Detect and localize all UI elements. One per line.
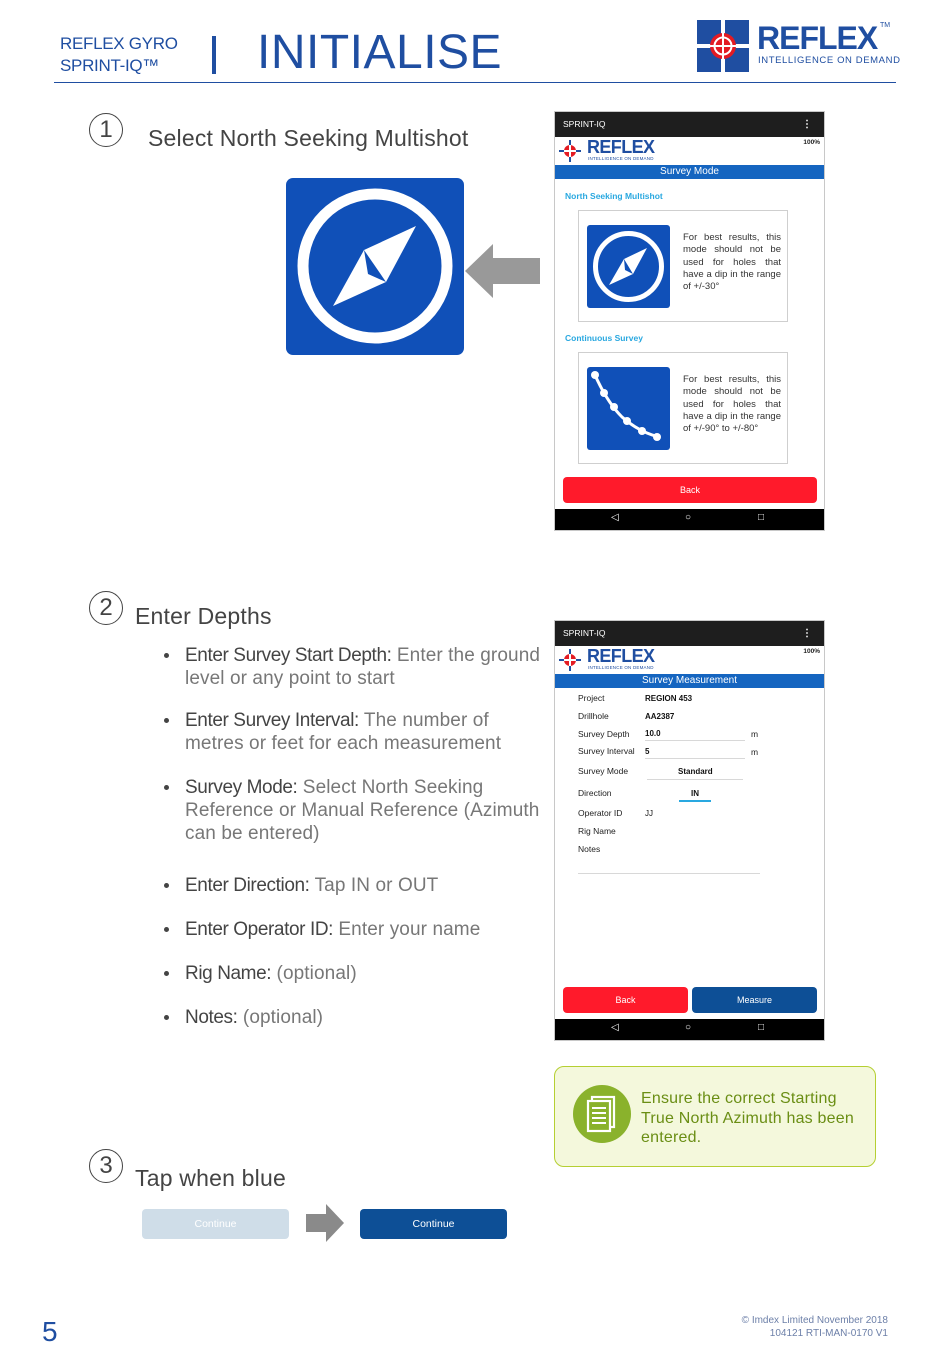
- product-name: [60, 33, 178, 77]
- direction-toggle[interactable]: IN: [691, 789, 699, 798]
- screen-header: Survey Mode: [555, 165, 824, 179]
- bullet-notes: Notes: (optional): [164, 1006, 549, 1029]
- app-logo-tagline: INTELLIGENCE ON DEMAND: [588, 665, 654, 670]
- status-app-name: SPRINT-IQ: [563, 119, 606, 129]
- project-value: REGION 453: [645, 694, 693, 703]
- reflex-logo-word: REFLEX: [757, 20, 878, 56]
- arrow-left-icon: [463, 242, 543, 300]
- step-1-title: Select North Seeking Multishot: [148, 125, 469, 151]
- bullet-survey-mode: Survey Mode: Select North Seeking Reference or Manual Reference (Azimuth can be entered): [164, 776, 549, 845]
- azimuth-note-text: Ensure the correct Starting True North Azimuth has been entered.: [641, 1090, 854, 1146]
- survey-interval-unit: m: [751, 747, 759, 757]
- status-bar: [555, 621, 824, 646]
- battery-level: 100%: [803, 139, 820, 146]
- step-2-title: Enter Depths: [135, 603, 272, 629]
- continue-button[interactable]: Continue: [360, 1209, 507, 1239]
- back-button[interactable]: Back: [563, 477, 817, 503]
- continuous-survey-description: For best results, this mode should not be used for holes that have a dip in the range of +/-90° to +/-80°: [683, 374, 781, 435]
- continue-button-disabled: Continue: [142, 1209, 289, 1239]
- north-seeking-card[interactable]: [578, 210, 788, 322]
- app-logo-bar: [555, 646, 824, 674]
- north-seeking-label: North Seeking Multishot: [565, 191, 663, 201]
- product-line-1: REFLEX GYRO: [60, 34, 178, 53]
- step-3-number: 3: [89, 1149, 123, 1183]
- survey-path-icon: [587, 367, 670, 450]
- status-app-name: SPRINT-IQ: [563, 628, 606, 638]
- nav-recent-icon[interactable]: □: [758, 1022, 765, 1033]
- survey-interval-label: Survey Interval: [578, 746, 635, 756]
- app-logo-word: REFLEX: [587, 137, 655, 157]
- continuous-survey-label: Continuous Survey: [565, 333, 643, 343]
- app-crosshair-icon: [559, 649, 581, 671]
- nav-back-icon[interactable]: ◁: [611, 1022, 619, 1033]
- back-button[interactable]: Back: [563, 987, 688, 1013]
- page-title: INITIALISE: [257, 26, 503, 79]
- logo-trademark: TM: [880, 22, 891, 29]
- nav-home-icon[interactable]: ○: [685, 1022, 692, 1033]
- title-divider: [212, 36, 216, 74]
- survey-measurement-screen: [554, 620, 825, 1041]
- azimuth-note: [554, 1066, 876, 1167]
- step-3-title: Tap when blue: [135, 1165, 286, 1191]
- android-nav-bar: [555, 1019, 824, 1040]
- measure-button[interactable]: Measure: [692, 987, 817, 1013]
- app-logo-tagline: INTELLIGENCE ON DEMAND: [588, 156, 654, 161]
- overflow-menu-icon[interactable]: ⋮: [802, 628, 812, 639]
- app-logo-word: REFLEX: [587, 646, 655, 666]
- document-icon: [573, 1085, 631, 1143]
- document-reference: 104121 RTI-MAN-0170 V1: [769, 1328, 888, 1339]
- overflow-menu-icon[interactable]: ⋮: [802, 119, 812, 130]
- bullet-survey-interval: Enter Survey Interval: The number of metres or feet for each measurement: [164, 709, 549, 755]
- android-nav-bar: [555, 509, 824, 530]
- compass-icon: [587, 225, 670, 308]
- status-bar: [555, 112, 824, 137]
- step-1-number: 1: [89, 113, 123, 147]
- survey-interval-field[interactable]: 5: [645, 747, 650, 756]
- nav-back-icon[interactable]: ◁: [611, 512, 619, 523]
- logo-tagline: INTELLIGENCE ON DEMAND: [758, 55, 901, 66]
- nav-recent-icon[interactable]: □: [758, 512, 765, 523]
- drillhole-label: Drillhole: [578, 711, 609, 721]
- battery-level: 100%: [803, 648, 820, 655]
- continuous-survey-card[interactable]: [578, 352, 788, 464]
- arrow-right-icon: [304, 1203, 346, 1243]
- screen-header: Survey Measurement: [555, 674, 824, 688]
- bullet-start-depth: Enter Survey Start Depth: Enter the ground level or any point to start: [164, 644, 549, 690]
- bullet-direction: Enter Direction: Tap IN or OUT: [164, 874, 549, 897]
- header-rule: [54, 82, 896, 83]
- copyright-text: © Imdex Limited November 2018: [741, 1315, 888, 1326]
- bullet-operator-id: Enter Operator ID: Enter your name: [164, 918, 549, 941]
- rig-name-label: Rig Name: [578, 826, 616, 836]
- project-label: Project: [578, 693, 605, 703]
- step-2-number: 2: [89, 591, 123, 625]
- reflex-crosshair-icon: [697, 20, 749, 72]
- notes-label: Notes: [578, 844, 601, 854]
- nav-home-icon[interactable]: ○: [685, 512, 692, 523]
- drillhole-value: AA2387: [645, 712, 675, 721]
- app-logo-bar: [555, 137, 824, 165]
- survey-depth-label: Survey Depth: [578, 729, 630, 739]
- survey-mode-screen: [554, 111, 825, 531]
- page-number: 5: [42, 1316, 58, 1347]
- survey-depth-unit: m: [751, 729, 759, 739]
- footer-copyright: [742, 1314, 888, 1340]
- operator-id-label: Operator ID: [578, 808, 623, 818]
- product-line-2: SPRINT-IQ™: [60, 56, 160, 75]
- operator-id-field[interactable]: JJ: [645, 809, 653, 818]
- survey-mode-select[interactable]: Standard: [678, 767, 713, 776]
- direction-label: Direction: [578, 788, 612, 798]
- survey-depth-field[interactable]: 10.0: [645, 729, 661, 738]
- bullet-rig-name: Rig Name: (optional): [164, 962, 549, 985]
- notes-field[interactable]: [578, 873, 760, 874]
- north-seeking-description: For best results, this mode should not be used for holes that have a dip in the range of +/-30°: [683, 232, 781, 293]
- survey-mode-label: Survey Mode: [578, 766, 629, 776]
- app-crosshair-icon: [559, 140, 581, 162]
- compass-icon: [286, 178, 464, 355]
